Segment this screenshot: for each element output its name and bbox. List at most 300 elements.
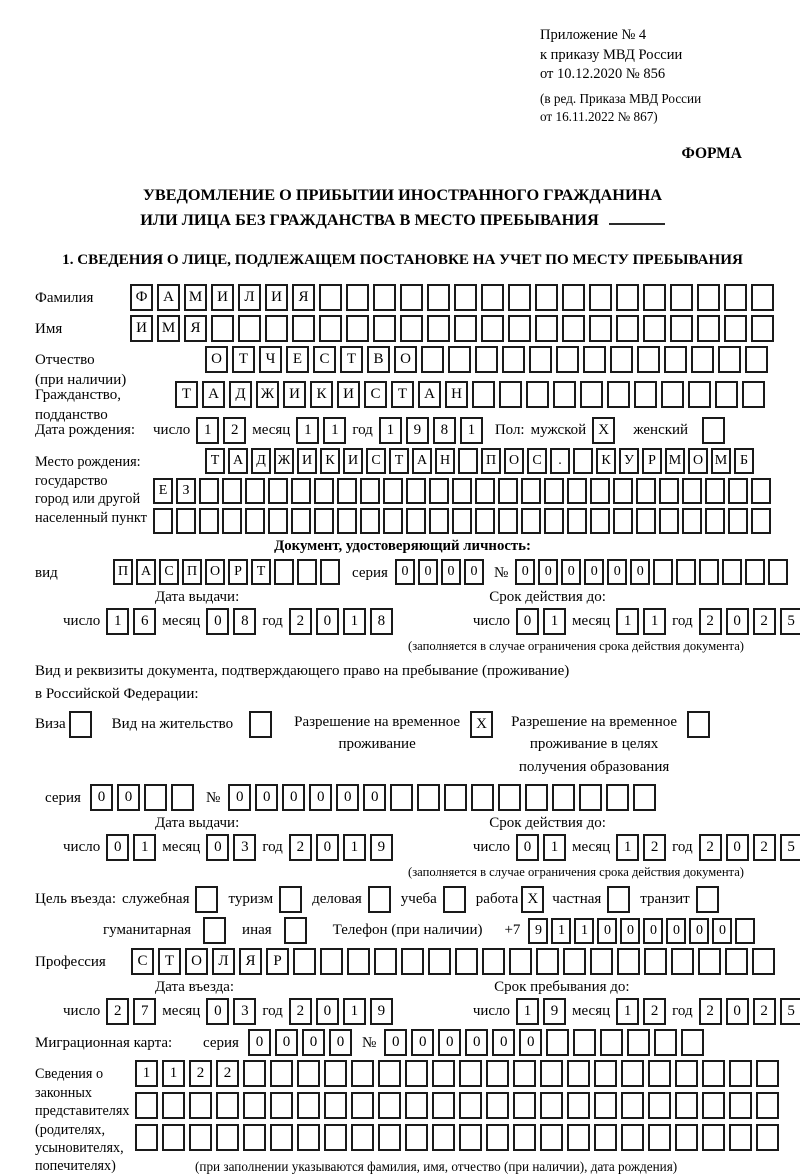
char-box[interactable] xyxy=(189,1124,212,1151)
char-box[interactable] xyxy=(324,1124,347,1151)
char-box[interactable] xyxy=(562,315,585,342)
char-box[interactable]: . xyxy=(550,448,570,474)
char-box[interactable] xyxy=(529,346,552,373)
char-box[interactable] xyxy=(482,948,505,975)
char-box[interactable]: 1 xyxy=(296,417,319,444)
char-box[interactable] xyxy=(589,284,612,311)
char-box[interactable]: И xyxy=(283,381,306,408)
char-box[interactable] xyxy=(553,381,576,408)
char-box[interactable]: 0 xyxy=(395,559,415,585)
char-box[interactable] xyxy=(513,1060,536,1087)
char-box[interactable]: К xyxy=(320,448,340,474)
char-box[interactable]: 0 xyxy=(643,918,663,944)
char-box[interactable]: 1 xyxy=(162,1060,185,1087)
char-box[interactable] xyxy=(702,1092,725,1119)
char-box[interactable] xyxy=(675,1092,698,1119)
char-box[interactable] xyxy=(751,315,774,342)
char-box[interactable] xyxy=(421,346,444,373)
char-box[interactable]: Ж xyxy=(274,448,294,474)
char-box[interactable]: А xyxy=(157,284,180,311)
char-box[interactable] xyxy=(373,284,396,311)
char-box[interactable]: А xyxy=(136,559,156,585)
char-box[interactable]: 0 xyxy=(255,784,278,811)
char-box[interactable] xyxy=(222,478,242,504)
char-box[interactable] xyxy=(475,478,495,504)
residence-permit-checkbox[interactable] xyxy=(249,711,272,738)
char-box[interactable] xyxy=(594,1092,617,1119)
char-box[interactable] xyxy=(243,1092,266,1119)
char-box[interactable]: 2 xyxy=(699,998,722,1025)
char-box[interactable]: 0 xyxy=(516,608,539,635)
char-box[interactable] xyxy=(373,315,396,342)
char-box[interactable] xyxy=(636,508,656,534)
char-box[interactable] xyxy=(243,1060,266,1087)
char-box[interactable]: 5 xyxy=(780,608,800,635)
char-box[interactable]: Я xyxy=(184,315,207,342)
char-box[interactable]: 7 xyxy=(133,998,156,1025)
char-box[interactable] xyxy=(728,508,748,534)
char-box[interactable] xyxy=(458,448,478,474)
char-box[interactable]: О xyxy=(394,346,417,373)
char-box[interactable]: 8 xyxy=(433,417,456,444)
char-box[interactable] xyxy=(688,381,711,408)
char-box[interactable] xyxy=(383,508,403,534)
char-box[interactable] xyxy=(406,508,426,534)
char-box[interactable]: 5 xyxy=(780,834,800,861)
char-box[interactable] xyxy=(337,478,357,504)
char-box[interactable]: 1 xyxy=(616,834,639,861)
char-box[interactable] xyxy=(654,1029,677,1056)
char-box[interactable]: Т xyxy=(389,448,409,474)
char-box[interactable] xyxy=(293,948,316,975)
char-box[interactable] xyxy=(498,784,521,811)
purpose-private-checkbox[interactable] xyxy=(607,886,630,913)
char-box[interactable] xyxy=(702,1060,725,1087)
char-box[interactable]: 2 xyxy=(189,1060,212,1087)
char-box[interactable] xyxy=(552,784,575,811)
char-box[interactable]: 9 xyxy=(370,998,393,1025)
char-box[interactable]: 0 xyxy=(620,918,640,944)
char-box[interactable]: О xyxy=(688,448,708,474)
char-box[interactable] xyxy=(454,315,477,342)
char-box[interactable]: Т xyxy=(158,948,181,975)
char-box[interactable]: Т xyxy=(251,559,271,585)
char-box[interactable] xyxy=(729,1124,752,1151)
char-box[interactable] xyxy=(324,1092,347,1119)
char-box[interactable] xyxy=(752,948,775,975)
char-box[interactable]: 0 xyxy=(465,1029,488,1056)
char-box[interactable]: Ф xyxy=(130,284,153,311)
char-box[interactable]: Ж xyxy=(256,381,279,408)
char-box[interactable]: Р xyxy=(266,948,289,975)
char-box[interactable] xyxy=(702,1124,725,1151)
char-box[interactable]: 9 xyxy=(406,417,429,444)
char-box[interactable] xyxy=(405,1060,428,1087)
char-box[interactable] xyxy=(594,1060,617,1087)
char-box[interactable]: 1 xyxy=(135,1060,158,1087)
char-box[interactable]: С xyxy=(364,381,387,408)
char-box[interactable] xyxy=(268,508,288,534)
char-box[interactable]: 0 xyxy=(384,1029,407,1056)
char-box[interactable] xyxy=(245,508,265,534)
char-box[interactable]: О xyxy=(205,559,225,585)
char-box[interactable]: С xyxy=(527,448,547,474)
char-box[interactable]: И xyxy=(211,284,234,311)
char-box[interactable] xyxy=(634,381,657,408)
char-box[interactable]: 2 xyxy=(699,608,722,635)
char-box[interactable]: Р xyxy=(228,559,248,585)
char-box[interactable]: 1 xyxy=(460,417,483,444)
char-box[interactable] xyxy=(360,478,380,504)
char-box[interactable]: О xyxy=(504,448,524,474)
female-checkbox[interactable] xyxy=(702,417,725,444)
char-box[interactable] xyxy=(211,315,234,342)
char-box[interactable] xyxy=(613,508,633,534)
char-box[interactable]: 3 xyxy=(233,834,256,861)
char-box[interactable] xyxy=(270,1092,293,1119)
char-box[interactable]: А xyxy=(418,381,441,408)
char-box[interactable] xyxy=(291,508,311,534)
char-box[interactable] xyxy=(292,315,315,342)
char-box[interactable] xyxy=(616,315,639,342)
char-box[interactable] xyxy=(444,784,467,811)
char-box[interactable]: 0 xyxy=(206,998,229,1025)
char-box[interactable] xyxy=(681,1029,704,1056)
char-box[interactable] xyxy=(486,1092,509,1119)
char-box[interactable] xyxy=(481,284,504,311)
char-box[interactable] xyxy=(589,315,612,342)
char-box[interactable] xyxy=(378,1124,401,1151)
char-box[interactable] xyxy=(216,1124,239,1151)
char-box[interactable] xyxy=(540,1092,563,1119)
char-box[interactable]: 0 xyxy=(411,1029,434,1056)
char-box[interactable] xyxy=(616,284,639,311)
visa-checkbox[interactable] xyxy=(69,711,92,738)
char-box[interactable]: 0 xyxy=(275,1029,298,1056)
char-box[interactable] xyxy=(502,346,525,373)
char-box[interactable] xyxy=(498,478,518,504)
char-box[interactable]: 0 xyxy=(492,1029,515,1056)
char-box[interactable]: 1 xyxy=(343,834,366,861)
char-box[interactable]: О xyxy=(205,346,228,373)
char-box[interactable]: Т xyxy=(340,346,363,373)
char-box[interactable] xyxy=(621,1092,644,1119)
char-box[interactable]: 0 xyxy=(538,559,558,585)
temp-permit-checkbox[interactable]: X xyxy=(470,711,493,738)
char-box[interactable] xyxy=(405,1092,428,1119)
char-box[interactable] xyxy=(320,559,340,585)
char-box[interactable]: П xyxy=(481,448,501,474)
char-box[interactable] xyxy=(526,381,549,408)
char-box[interactable]: 0 xyxy=(666,918,686,944)
char-box[interactable] xyxy=(481,315,504,342)
char-box[interactable]: 0 xyxy=(329,1029,352,1056)
char-box[interactable]: 2 xyxy=(699,834,722,861)
char-box[interactable]: Б xyxy=(734,448,754,474)
char-box[interactable]: 0 xyxy=(282,784,305,811)
char-box[interactable] xyxy=(698,948,721,975)
char-box[interactable] xyxy=(606,784,629,811)
char-box[interactable] xyxy=(756,1124,779,1151)
char-box[interactable] xyxy=(718,346,741,373)
char-box[interactable]: 1 xyxy=(343,998,366,1025)
char-box[interactable] xyxy=(697,284,720,311)
char-box[interactable] xyxy=(567,508,587,534)
char-box[interactable]: 0 xyxy=(248,1029,271,1056)
male-checkbox[interactable]: X xyxy=(592,417,615,444)
char-box[interactable] xyxy=(475,508,495,534)
char-box[interactable] xyxy=(509,948,532,975)
char-box[interactable]: Н xyxy=(445,381,468,408)
char-box[interactable] xyxy=(297,1124,320,1151)
char-box[interactable] xyxy=(427,284,450,311)
char-box[interactable] xyxy=(454,284,477,311)
char-box[interactable] xyxy=(390,784,413,811)
char-box[interactable] xyxy=(135,1124,158,1151)
char-box[interactable] xyxy=(427,315,450,342)
char-box[interactable] xyxy=(600,1029,623,1056)
char-box[interactable]: 0 xyxy=(228,784,251,811)
char-box[interactable]: С xyxy=(159,559,179,585)
char-box[interactable] xyxy=(291,478,311,504)
char-box[interactable] xyxy=(735,918,755,944)
char-box[interactable] xyxy=(643,284,666,311)
char-box[interactable]: 0 xyxy=(302,1029,325,1056)
char-box[interactable]: 0 xyxy=(515,559,535,585)
char-box[interactable] xyxy=(216,1092,239,1119)
char-box[interactable] xyxy=(521,478,541,504)
char-box[interactable] xyxy=(745,346,768,373)
char-box[interactable] xyxy=(351,1092,374,1119)
char-box[interactable] xyxy=(536,948,559,975)
char-box[interactable] xyxy=(617,948,640,975)
char-box[interactable]: 0 xyxy=(309,784,332,811)
char-box[interactable]: 0 xyxy=(519,1029,542,1056)
char-box[interactable]: 2 xyxy=(643,834,666,861)
char-box[interactable] xyxy=(199,508,219,534)
char-box[interactable] xyxy=(153,508,173,534)
char-box[interactable] xyxy=(540,1124,563,1151)
char-box[interactable]: Т xyxy=(391,381,414,408)
char-box[interactable]: 0 xyxy=(630,559,650,585)
char-box[interactable] xyxy=(383,478,403,504)
char-box[interactable] xyxy=(346,315,369,342)
char-box[interactable]: 1 xyxy=(133,834,156,861)
char-box[interactable]: С xyxy=(131,948,154,975)
char-box[interactable]: 0 xyxy=(206,608,229,635)
char-box[interactable]: П xyxy=(113,559,133,585)
char-box[interactable] xyxy=(525,784,548,811)
char-box[interactable]: 9 xyxy=(543,998,566,1025)
char-box[interactable] xyxy=(583,346,606,373)
char-box[interactable] xyxy=(567,478,587,504)
char-box[interactable] xyxy=(360,508,380,534)
char-box[interactable] xyxy=(270,1124,293,1151)
char-box[interactable] xyxy=(378,1092,401,1119)
char-box[interactable] xyxy=(562,284,585,311)
char-box[interactable]: 1 xyxy=(379,417,402,444)
char-box[interactable]: А xyxy=(202,381,225,408)
char-box[interactable] xyxy=(671,948,694,975)
char-box[interactable] xyxy=(725,948,748,975)
char-box[interactable] xyxy=(567,1124,590,1151)
char-box[interactable]: Я xyxy=(239,948,262,975)
char-box[interactable] xyxy=(535,284,558,311)
char-box[interactable] xyxy=(653,559,673,585)
char-box[interactable]: 8 xyxy=(370,608,393,635)
char-box[interactable]: 0 xyxy=(726,998,749,1025)
char-box[interactable] xyxy=(459,1092,482,1119)
char-box[interactable]: Н xyxy=(435,448,455,474)
char-box[interactable] xyxy=(637,346,660,373)
char-box[interactable]: И xyxy=(337,381,360,408)
char-box[interactable] xyxy=(579,784,602,811)
char-box[interactable]: 0 xyxy=(441,559,461,585)
char-box[interactable] xyxy=(590,948,613,975)
purpose-business-checkbox[interactable] xyxy=(368,886,391,913)
char-box[interactable] xyxy=(432,1060,455,1087)
char-box[interactable] xyxy=(742,381,765,408)
char-box[interactable]: М xyxy=(184,284,207,311)
char-box[interactable]: К xyxy=(310,381,333,408)
char-box[interactable] xyxy=(475,346,498,373)
char-box[interactable]: М xyxy=(665,448,685,474)
char-box[interactable]: Д xyxy=(251,448,271,474)
char-box[interactable]: 1 xyxy=(574,918,594,944)
char-box[interactable]: И xyxy=(297,448,317,474)
char-box[interactable] xyxy=(722,559,742,585)
char-box[interactable] xyxy=(610,346,633,373)
char-box[interactable]: 3 xyxy=(233,998,256,1025)
char-box[interactable]: 0 xyxy=(316,608,339,635)
char-box[interactable] xyxy=(676,559,696,585)
char-box[interactable] xyxy=(455,948,478,975)
char-box[interactable]: У xyxy=(619,448,639,474)
char-box[interactable] xyxy=(459,1124,482,1151)
char-box[interactable] xyxy=(751,508,771,534)
char-box[interactable]: 0 xyxy=(106,834,129,861)
char-box[interactable]: 0 xyxy=(90,784,113,811)
char-box[interactable] xyxy=(580,381,603,408)
char-box[interactable] xyxy=(314,508,334,534)
char-box[interactable]: А xyxy=(228,448,248,474)
char-box[interactable] xyxy=(459,1060,482,1087)
char-box[interactable] xyxy=(508,315,531,342)
char-box[interactable]: 0 xyxy=(584,559,604,585)
char-box[interactable]: А xyxy=(412,448,432,474)
char-box[interactable]: С xyxy=(366,448,386,474)
char-box[interactable] xyxy=(521,508,541,534)
char-box[interactable] xyxy=(189,1092,212,1119)
char-box[interactable] xyxy=(297,1092,320,1119)
char-box[interactable] xyxy=(594,1124,617,1151)
char-box[interactable] xyxy=(162,1124,185,1151)
char-box[interactable]: З xyxy=(176,478,196,504)
char-box[interactable] xyxy=(613,478,633,504)
char-box[interactable]: С xyxy=(313,346,336,373)
char-box[interactable]: И xyxy=(265,284,288,311)
char-box[interactable] xyxy=(401,948,424,975)
edu-permit-checkbox[interactable] xyxy=(687,711,710,738)
char-box[interactable] xyxy=(351,1124,374,1151)
char-box[interactable] xyxy=(751,284,774,311)
char-box[interactable] xyxy=(724,315,747,342)
char-box[interactable]: 2 xyxy=(753,998,776,1025)
char-box[interactable] xyxy=(428,948,451,975)
char-box[interactable] xyxy=(590,508,610,534)
char-box[interactable] xyxy=(432,1124,455,1151)
char-box[interactable] xyxy=(297,559,317,585)
char-box[interactable] xyxy=(745,559,765,585)
char-box[interactable] xyxy=(648,1092,671,1119)
char-box[interactable] xyxy=(319,315,342,342)
char-box[interactable] xyxy=(429,478,449,504)
char-box[interactable]: 0 xyxy=(561,559,581,585)
char-box[interactable] xyxy=(697,315,720,342)
char-box[interactable]: 1 xyxy=(343,608,366,635)
char-box[interactable] xyxy=(176,508,196,534)
char-box[interactable] xyxy=(728,478,748,504)
char-box[interactable] xyxy=(265,315,288,342)
char-box[interactable] xyxy=(540,1060,563,1087)
char-box[interactable]: 0 xyxy=(516,834,539,861)
char-box[interactable]: О xyxy=(185,948,208,975)
char-box[interactable]: 0 xyxy=(363,784,386,811)
char-box[interactable] xyxy=(670,284,693,311)
char-box[interactable] xyxy=(199,478,219,504)
char-box[interactable] xyxy=(636,478,656,504)
char-box[interactable] xyxy=(648,1060,671,1087)
char-box[interactable]: Д xyxy=(229,381,252,408)
char-box[interactable] xyxy=(729,1060,752,1087)
char-box[interactable]: 0 xyxy=(418,559,438,585)
char-box[interactable] xyxy=(682,478,702,504)
char-box[interactable] xyxy=(682,508,702,534)
char-box[interactable] xyxy=(544,478,564,504)
char-box[interactable] xyxy=(274,559,294,585)
char-box[interactable]: Ч xyxy=(259,346,282,373)
char-box[interactable] xyxy=(297,1060,320,1087)
char-box[interactable]: 1 xyxy=(106,608,129,635)
char-box[interactable]: 1 xyxy=(616,998,639,1025)
char-box[interactable] xyxy=(644,948,667,975)
char-box[interactable] xyxy=(535,315,558,342)
purpose-tourism-checkbox[interactable] xyxy=(279,886,302,913)
char-box[interactable] xyxy=(486,1060,509,1087)
char-box[interactable] xyxy=(374,948,397,975)
char-box[interactable] xyxy=(432,1092,455,1119)
char-box[interactable]: 2 xyxy=(223,417,246,444)
char-box[interactable] xyxy=(729,1092,752,1119)
char-box[interactable] xyxy=(222,508,242,534)
char-box[interactable] xyxy=(621,1060,644,1087)
char-box[interactable] xyxy=(661,381,684,408)
char-box[interactable] xyxy=(243,1124,266,1151)
char-box[interactable] xyxy=(751,478,771,504)
char-box[interactable] xyxy=(337,508,357,534)
char-box[interactable] xyxy=(670,315,693,342)
char-box[interactable] xyxy=(590,478,610,504)
char-box[interactable]: 0 xyxy=(726,834,749,861)
char-box[interactable] xyxy=(573,1029,596,1056)
char-box[interactable]: Т xyxy=(175,381,198,408)
char-box[interactable] xyxy=(544,508,564,534)
char-box[interactable] xyxy=(607,381,630,408)
char-box[interactable]: 0 xyxy=(712,918,732,944)
char-box[interactable]: 0 xyxy=(117,784,140,811)
char-box[interactable]: 0 xyxy=(316,834,339,861)
char-box[interactable]: Л xyxy=(238,284,261,311)
